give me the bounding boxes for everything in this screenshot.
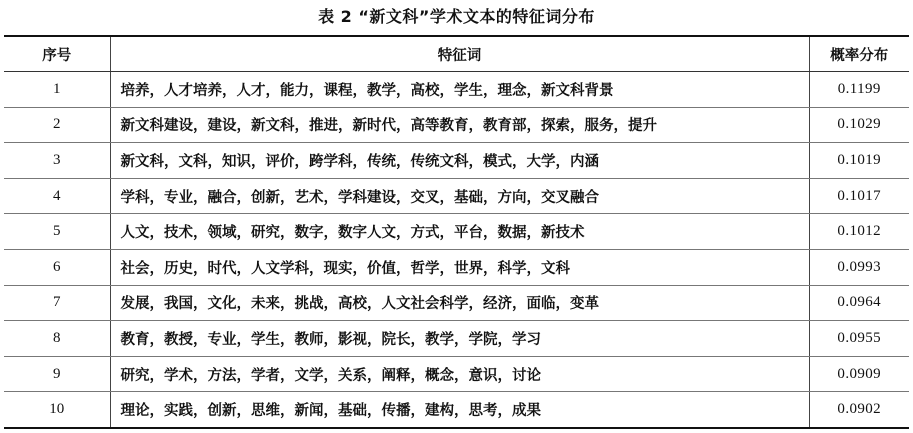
row-probability: 0.0955 — [809, 321, 909, 357]
table-header-row — [4, 36, 909, 72]
table-row — [4, 392, 909, 428]
header-probability: 概率分布 — [809, 36, 909, 72]
row-probability: 0.0909 — [809, 356, 909, 392]
feature-word-table — [4, 35, 909, 429]
table-row — [4, 321, 909, 357]
row-probability: 0.0964 — [809, 285, 909, 321]
row-features: 发展，我国，文化，未来，挑战，高校，人文社会科学，经济，面临，变革 — [110, 285, 809, 321]
row-index: 4 — [4, 178, 110, 214]
row-index: 5 — [4, 214, 110, 250]
row-probability: 0.1029 — [809, 107, 909, 143]
row-index: 7 — [4, 285, 110, 321]
row-index: 2 — [4, 107, 110, 143]
row-probability: 0.0993 — [809, 249, 909, 285]
table-row — [4, 107, 909, 143]
row-index: 1 — [4, 72, 110, 108]
row-index: 3 — [4, 143, 110, 179]
header-index: 序号 — [4, 36, 110, 72]
row-features: 新文科，文科，知识，评价，跨学科，传统，传统文科，模式，大学，内涵 — [110, 143, 809, 179]
row-probability: 0.1017 — [809, 178, 909, 214]
row-index: 10 — [4, 392, 110, 428]
table-row — [4, 143, 909, 179]
table-row — [4, 249, 909, 285]
row-index: 8 — [4, 321, 110, 357]
table-row — [4, 356, 909, 392]
row-probability: 0.0902 — [809, 392, 909, 428]
row-features: 教育，教授，专业，学生，教师，影视，院长，教学，学院，学习 — [110, 321, 809, 357]
row-features: 新文科建设，建设，新文科，推进，新时代，高等教育，教育部，探索，服务，提升 — [110, 107, 809, 143]
row-probability: 0.1199 — [809, 72, 909, 108]
row-probability: 0.1012 — [809, 214, 909, 250]
row-features: 人文，技术，领域，研究，数字，数字人文，方式，平台，数据，新技术 — [110, 214, 809, 250]
header-features: 特征词 — [110, 36, 809, 72]
row-probability: 0.1019 — [809, 143, 909, 179]
table-row — [4, 214, 909, 250]
row-features: 理论，实践，创新，思维，新闻，基础，传播，建构，思考，成果 — [110, 392, 809, 428]
table-row — [4, 178, 909, 214]
row-features: 学科，专业，融合，创新，艺术，学科建设，交叉，基础，方向，交叉融合 — [110, 178, 809, 214]
row-features: 研究，学术，方法，学者，文学，关系，阐释，概念，意识，讨论 — [110, 356, 809, 392]
row-index: 6 — [4, 249, 110, 285]
row-features: 社会，历史，时代，人文学科，现实，价值，哲学，世界，科学，文科 — [110, 249, 809, 285]
row-index: 9 — [4, 356, 110, 392]
table-row — [4, 285, 909, 321]
table-caption: 表 2 “新文科”学术文本的特征词分布 — [318, 7, 595, 26]
table-row — [4, 72, 909, 108]
row-features: 培养，人才培养，人才，能力，课程，教学，高校，学生，理念，新文科背景 — [110, 72, 809, 108]
